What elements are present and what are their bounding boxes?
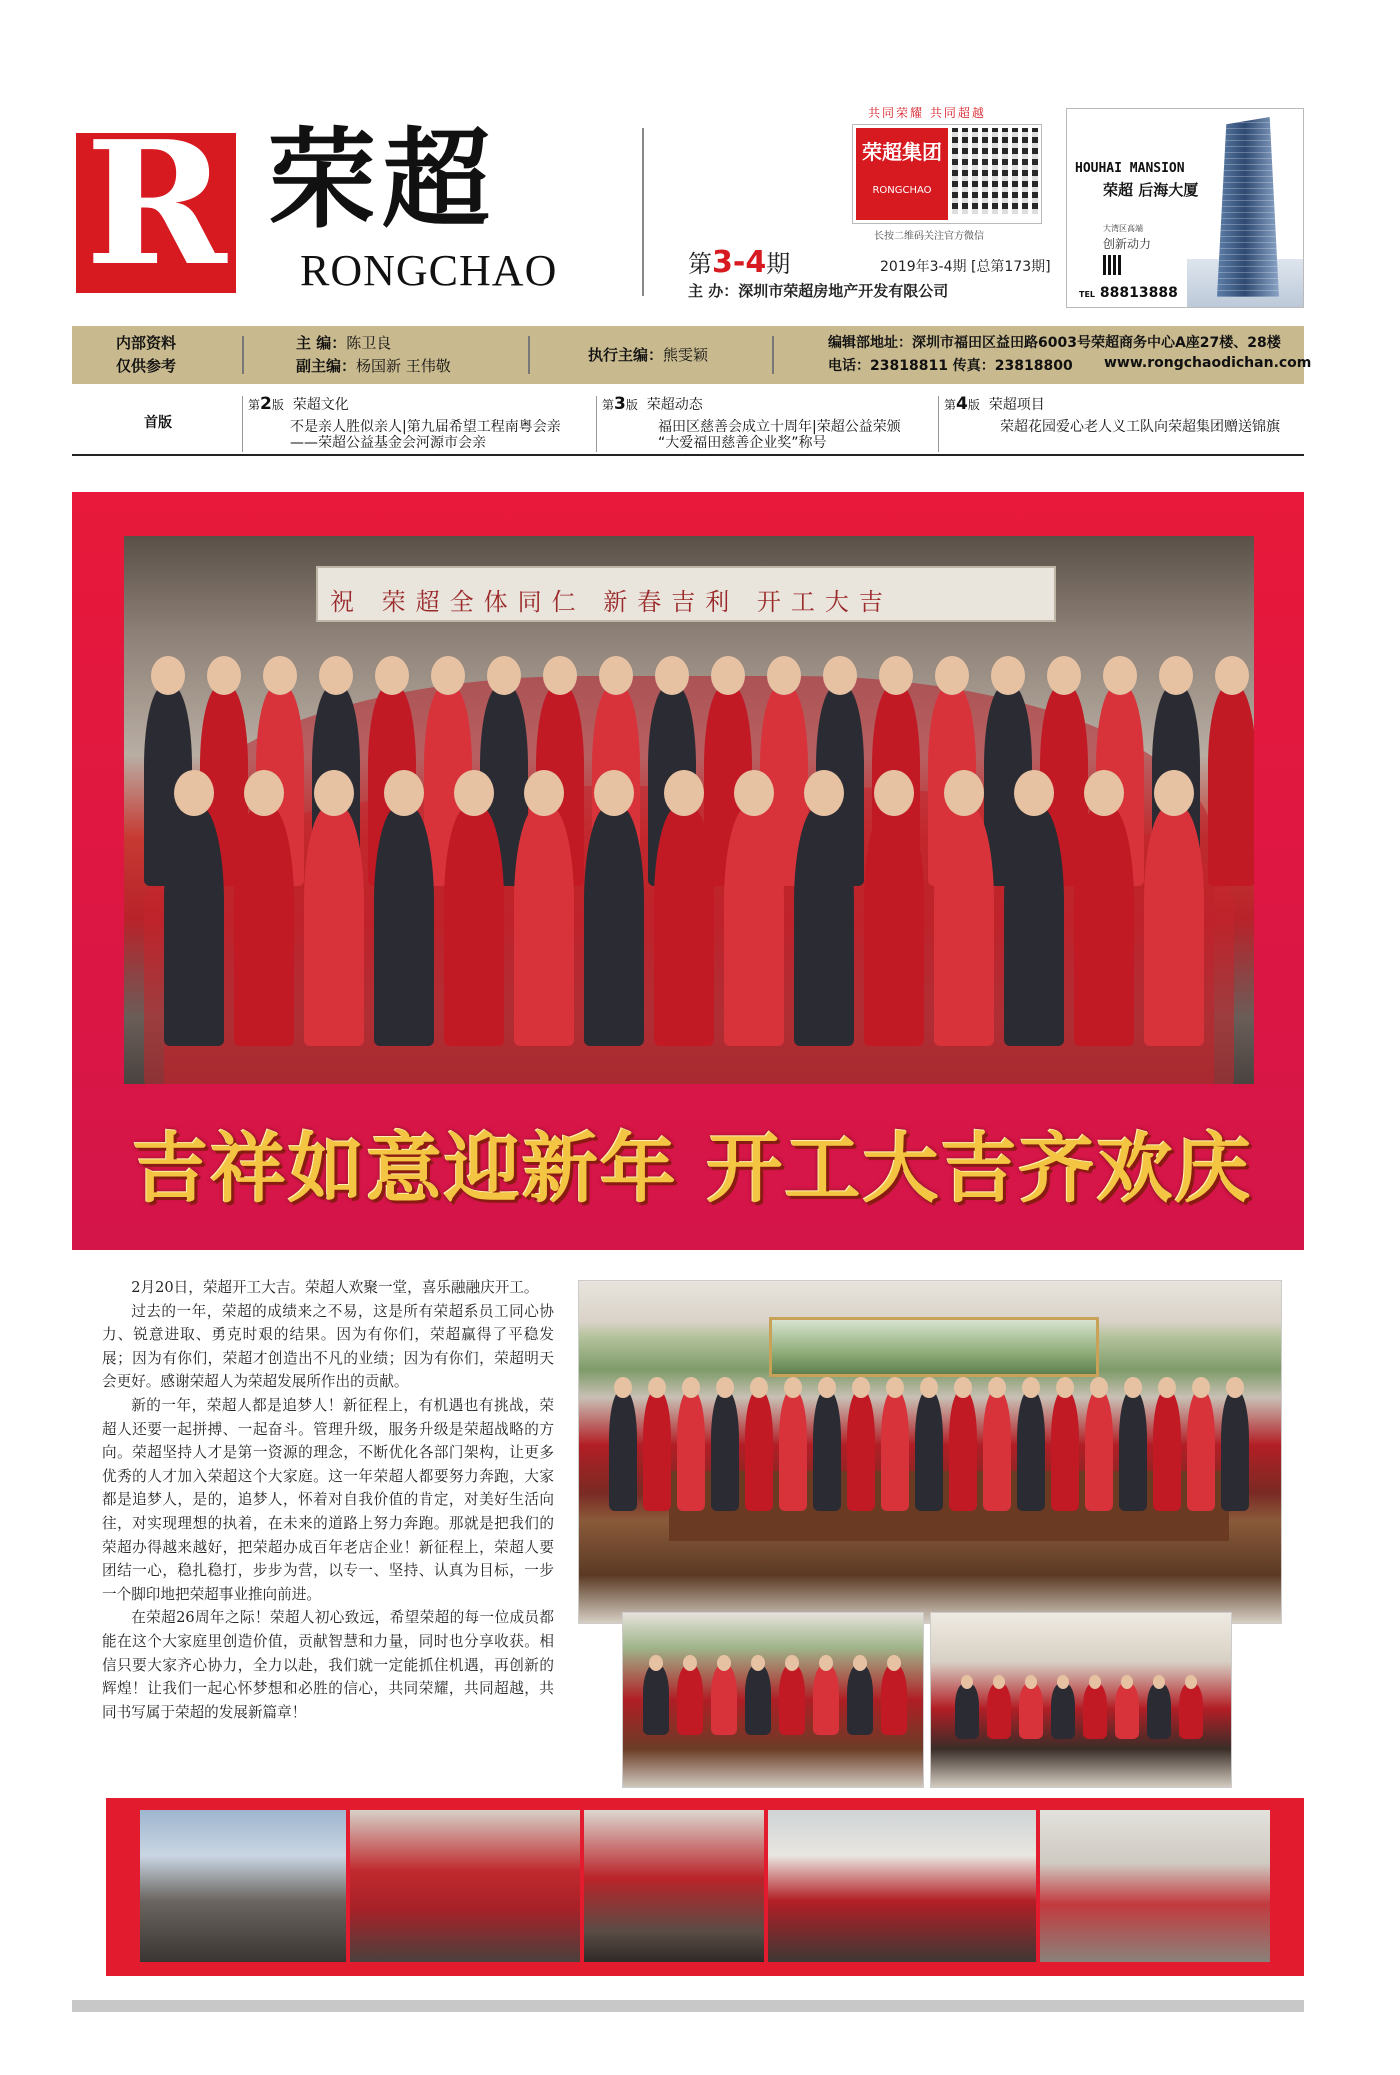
person-head xyxy=(853,1655,867,1671)
person-figure xyxy=(1187,1391,1215,1511)
toc-section-4-number xyxy=(944,394,980,414)
person-figure xyxy=(1051,1683,1075,1739)
person-figure xyxy=(983,1391,1011,1511)
person-figure xyxy=(1115,1683,1139,1739)
toc-section-2-title: 荣超文化 xyxy=(292,397,349,413)
toc-suffix: 版 xyxy=(271,398,284,412)
executive-editor-label: 执行主编： xyxy=(588,346,664,364)
person-figure xyxy=(779,1391,807,1511)
person-head xyxy=(1154,770,1194,816)
qr-brand-name: 荣超集团 xyxy=(862,140,942,164)
person-figure xyxy=(643,1665,669,1735)
person-head xyxy=(682,1377,700,1398)
person-head xyxy=(384,770,424,816)
toc-section-4-title: 荣超项目 xyxy=(988,397,1045,413)
advert-name-chinese: 荣超 后海大厦 xyxy=(1103,181,1199,199)
person-head xyxy=(1103,656,1137,695)
website-link[interactable]: www.rongchaodichan.com xyxy=(1104,355,1312,371)
logo-letter: R xyxy=(85,104,227,304)
slogan: 共同荣耀 共同超越 xyxy=(868,106,986,120)
toc-divider xyxy=(596,396,597,452)
person-head xyxy=(717,1655,731,1671)
person-head xyxy=(1084,770,1124,816)
person-head xyxy=(1192,1377,1210,1398)
person-figure xyxy=(847,1391,875,1511)
person-head xyxy=(988,1377,1006,1398)
person-figure xyxy=(1144,806,1204,1046)
person-head xyxy=(1153,1675,1165,1689)
table-of-contents xyxy=(72,392,1304,456)
toc-section-2-header[interactable] xyxy=(248,394,349,414)
person-head xyxy=(648,1377,666,1398)
person-head xyxy=(804,770,844,816)
person-head xyxy=(920,1377,938,1398)
internal-note-1: 内部资料 xyxy=(116,334,177,352)
info-divider xyxy=(528,336,530,374)
person-figure xyxy=(724,806,784,1046)
person-figure xyxy=(609,1391,637,1511)
person-figure xyxy=(1208,686,1254,886)
person-head xyxy=(1057,1675,1069,1689)
person-head xyxy=(818,1377,836,1398)
person-head xyxy=(1056,1377,1074,1398)
toc-section-3-line-2: “大爱福田慈善企业奖”称号 xyxy=(658,435,827,451)
person-head xyxy=(1121,1675,1133,1689)
person-head xyxy=(151,656,185,695)
chief-editor-name: 陈卫良 xyxy=(346,334,392,352)
person-head xyxy=(599,656,633,695)
deputy-editor-label: 副主编： xyxy=(296,357,357,375)
article-paragraph: 2月20日，荣超开工大吉。荣超人欢聚一堂，喜乐融融庆开工。 xyxy=(131,1279,539,1296)
qr-brand-english: RONGCHAO xyxy=(872,185,932,196)
article-body xyxy=(102,1276,554,1724)
toc-section-3-title: 荣超动态 xyxy=(646,397,703,413)
person-figure xyxy=(711,1391,739,1511)
person-head xyxy=(961,1675,973,1689)
person-head xyxy=(1090,1377,1108,1398)
person-head xyxy=(524,770,564,816)
meeting-room-photo-small-2 xyxy=(930,1612,1232,1788)
person-figure xyxy=(444,806,504,1046)
brand-name-english: RONGCHAO xyxy=(300,246,558,295)
person-head xyxy=(879,656,913,695)
person-head xyxy=(1022,1377,1040,1398)
person-head xyxy=(683,1655,697,1671)
advert-tel-label: TEL xyxy=(1079,290,1096,299)
person-head xyxy=(244,770,284,816)
houhai-mansion-advert[interactable] xyxy=(1066,108,1304,308)
strip-photo-3 xyxy=(584,1810,764,1962)
footer-bar xyxy=(72,2000,1304,2012)
person-head xyxy=(750,1377,768,1398)
person-head xyxy=(314,770,354,816)
person-figure xyxy=(1017,1391,1045,1511)
person-figure xyxy=(514,806,574,1046)
person-head xyxy=(1215,656,1249,695)
person-figure xyxy=(1004,806,1064,1046)
toc-section-2-line-1: 不是亲人胜似亲人|第九届希望工程南粤会亲 xyxy=(290,419,561,435)
toc-prefix: 第 xyxy=(944,398,957,412)
article-paragraph: 过去的一年，荣超的成绩来之不易，这是所有荣超系员工同心协力、锐意进取、勇克时艰的结果。因为有你们，荣超赢得了平稳发展；因为有你们，荣超才创造出不凡的业绩；因为有你们，荣超明天会更好。感谢荣超人为荣超发展所作出的贡献。 xyxy=(102,1302,554,1391)
person-figure xyxy=(745,1391,773,1511)
toc-front-page[interactable]: 首版 xyxy=(144,415,172,431)
meeting-room-photo-small-1 xyxy=(622,1612,924,1788)
toc-suffix: 版 xyxy=(967,398,980,412)
person-head xyxy=(767,656,801,695)
person-figure xyxy=(794,806,854,1046)
person-head xyxy=(431,656,465,695)
toc-section-4-line-1: 荣超花园爱心老人义工队向荣超集团赠送锦旗 xyxy=(1000,419,1280,435)
person-head xyxy=(716,1377,734,1398)
toc-num: 2 xyxy=(260,394,272,414)
person-head xyxy=(614,1377,632,1398)
publisher xyxy=(688,280,948,301)
person-head xyxy=(543,656,577,695)
person-head xyxy=(319,656,353,695)
person-figure xyxy=(915,1391,943,1511)
person-head xyxy=(784,1377,802,1398)
toc-section-3-number xyxy=(602,394,638,414)
editorial-phone: 电话：23818811 传真：23818800 xyxy=(828,358,1073,374)
editorial-address: 编辑部地址：深圳市福田区益田路6003号荣超商务中心A座27楼、28楼 xyxy=(828,335,1281,351)
person-head xyxy=(655,656,689,695)
person-head xyxy=(1014,770,1054,816)
person-figure xyxy=(1083,1683,1107,1739)
person-figure xyxy=(934,806,994,1046)
advert-tel xyxy=(1079,285,1178,301)
person-figure xyxy=(864,806,924,1046)
person-head xyxy=(734,770,774,816)
person-figure xyxy=(955,1683,979,1739)
person-figure xyxy=(1221,1391,1249,1511)
toc-prefix: 第 xyxy=(248,398,261,412)
person-figure xyxy=(813,1665,839,1735)
info-divider xyxy=(772,336,774,374)
deputy-editor-names: 杨国新 王伟敬 xyxy=(356,357,451,375)
person-figure xyxy=(374,806,434,1046)
strip-photo-1 xyxy=(140,1810,346,1962)
person-head xyxy=(823,656,857,695)
person-head xyxy=(1025,1675,1037,1689)
person-figure xyxy=(164,806,224,1046)
person-head xyxy=(1158,1377,1176,1398)
person-figure xyxy=(949,1391,977,1511)
person-head xyxy=(785,1655,799,1671)
brand-name-chinese: 荣超 xyxy=(268,117,497,243)
strip-photo-4 xyxy=(768,1810,1036,1962)
person-figure xyxy=(1153,1391,1181,1511)
toc-section-3-line-1: 福田区慈善会成立十周年|荣超公益荣颁 xyxy=(658,419,901,435)
person-head xyxy=(852,1377,870,1398)
article-paragraph: 新的一年，荣超人都是追梦人！新征程上，有机遇也有挑战，荣超人还要一起拼搏、一起奋斗。管理升级，服务升级是荣超战略的方向。荣超坚持人才是第一资源的理念，不断优化各部门架构，让更多优秀的人才加入荣超这个大家庭。这一年荣超人都要努力奔跑，大家都是追梦人，是的，追梦人，怀着对自我价值的肯定，对美好生活向往，对实现理想的执着，在未来的道路上努力奔跑。那就是把我们的荣超办得越来越好，把荣超办成百年老店企业！新征程上，荣超人要团结一心，稳扎稳打，步步为营，以专一、坚持、认真为目标，一步一个脚印地把荣超事业推向前进。 xyxy=(102,1396,554,1603)
toc-num: 4 xyxy=(956,394,968,414)
executive-editor-name: 熊雯颖 xyxy=(663,346,709,364)
person-head xyxy=(711,656,745,695)
toc-section-4-header[interactable] xyxy=(944,394,1045,414)
person-figure xyxy=(813,1391,841,1511)
issue-number xyxy=(688,244,790,280)
qr-code-icon[interactable] xyxy=(952,128,1038,214)
masthead-divider xyxy=(642,128,644,296)
person-head xyxy=(954,1377,972,1398)
person-head xyxy=(887,1655,901,1671)
person-head xyxy=(1089,1675,1101,1689)
person-head xyxy=(594,770,634,816)
person-figure xyxy=(304,806,364,1046)
person-head xyxy=(944,770,984,816)
person-figure xyxy=(1019,1683,1043,1739)
strip-photo-2 xyxy=(350,1810,580,1962)
meeting-room-group-photo xyxy=(578,1280,1282,1624)
info-divider xyxy=(242,336,244,374)
person-figure xyxy=(1119,1391,1147,1511)
issue-number-value: 3-4 xyxy=(712,245,767,280)
person-figure xyxy=(677,1391,705,1511)
person-head xyxy=(207,656,241,695)
person-figure xyxy=(234,806,294,1046)
person-figure xyxy=(711,1665,737,1735)
person-head xyxy=(1226,1377,1244,1398)
chief-editor xyxy=(296,332,391,353)
banner-text: 祝 荣超全体同仁 新春吉利 开工大吉 xyxy=(330,588,893,616)
toc-suffix: 版 xyxy=(625,398,638,412)
person-head xyxy=(1185,1675,1197,1689)
person-figure xyxy=(584,806,644,1046)
person-head xyxy=(1047,656,1081,695)
toc-section-2-line-2: ——荣超公益基金会河源市会亲 xyxy=(290,435,486,451)
toc-section-2-number xyxy=(248,394,284,414)
issue-suffix: 期 xyxy=(766,250,791,278)
issue-prefix: 第 xyxy=(688,250,712,278)
celebration-banner xyxy=(316,566,1056,622)
person-figure xyxy=(847,1665,873,1735)
person-head xyxy=(174,770,214,816)
person-head xyxy=(751,1655,765,1671)
person-figure xyxy=(1051,1391,1079,1511)
advert-slogan: 创新动力 xyxy=(1103,237,1152,251)
person-figure xyxy=(1179,1683,1203,1739)
tower-window-lines xyxy=(1217,117,1279,297)
person-head xyxy=(454,770,494,816)
person-figure xyxy=(654,806,714,1046)
person-head xyxy=(263,656,297,695)
qr-caption: 长按二维码关注官方微信 xyxy=(874,231,984,242)
brand-logo-mark xyxy=(76,104,236,304)
toc-divider xyxy=(242,396,243,452)
advert-tel-number: 88813888 xyxy=(1099,285,1178,301)
person-figure xyxy=(779,1665,805,1735)
person-figure xyxy=(745,1665,771,1735)
person-figure xyxy=(881,1391,909,1511)
toc-section-3-header[interactable] xyxy=(602,394,703,414)
person-head xyxy=(375,656,409,695)
person-head xyxy=(874,770,914,816)
person-head xyxy=(487,656,521,695)
person-figure xyxy=(677,1665,703,1735)
advert-tagline-small: 大湾区高端 xyxy=(1103,224,1143,233)
person-head xyxy=(664,770,704,816)
person-figure xyxy=(1147,1683,1171,1739)
executive-editor xyxy=(588,344,708,365)
editorial-info-bar xyxy=(72,326,1312,384)
person-head xyxy=(1159,656,1193,695)
hero-headline: 吉祥如意迎新年 开工大吉齐欢庆 xyxy=(132,1124,1253,1213)
person-head xyxy=(649,1655,663,1671)
person-figure xyxy=(643,1391,671,1511)
person-head xyxy=(819,1655,833,1671)
person-figure xyxy=(1085,1391,1113,1511)
advert-qr-icon xyxy=(1103,255,1123,275)
person-head xyxy=(991,656,1025,695)
person-figure xyxy=(1074,806,1134,1046)
strip-photo-5 xyxy=(1040,1810,1270,1962)
publisher-label: 主 办： xyxy=(688,282,739,300)
person-head xyxy=(935,656,969,695)
person-figure xyxy=(987,1683,1011,1739)
chief-editor-label: 主 编： xyxy=(296,334,347,352)
person-head xyxy=(886,1377,904,1398)
toc-prefix: 第 xyxy=(602,398,615,412)
person-figure xyxy=(881,1665,907,1735)
toc-num: 3 xyxy=(614,394,626,414)
internal-note-2: 仅供参考 xyxy=(116,357,177,375)
advert-name-english: HOUHAI MANSION xyxy=(1075,161,1185,176)
qr-brand-badge xyxy=(856,128,948,220)
landscape-painting xyxy=(769,1317,1099,1377)
issue-date: 2019年3-4期 [总第173期] xyxy=(880,259,1051,275)
person-head xyxy=(993,1675,1005,1689)
publisher-name: 深圳市荣超房地产开发有限公司 xyxy=(738,282,949,300)
person-head xyxy=(1124,1377,1142,1398)
deputy-editor xyxy=(296,355,451,376)
article-paragraph: 在荣超26周年之际！荣超人初心致远，希望荣超的每一位成员都能在这个大家庭里创造价值，贡献智慧和力量，同时也分享收获。相信只要大家齐心协力，全力以赴，我们就一定能抓住机遇，再创新的辉煌！让我们一起心怀梦想和必胜的信心，共同荣耀，共同超越，共同书写属于荣超的发展新篇章！ xyxy=(102,1609,554,1721)
toc-divider xyxy=(938,396,939,452)
